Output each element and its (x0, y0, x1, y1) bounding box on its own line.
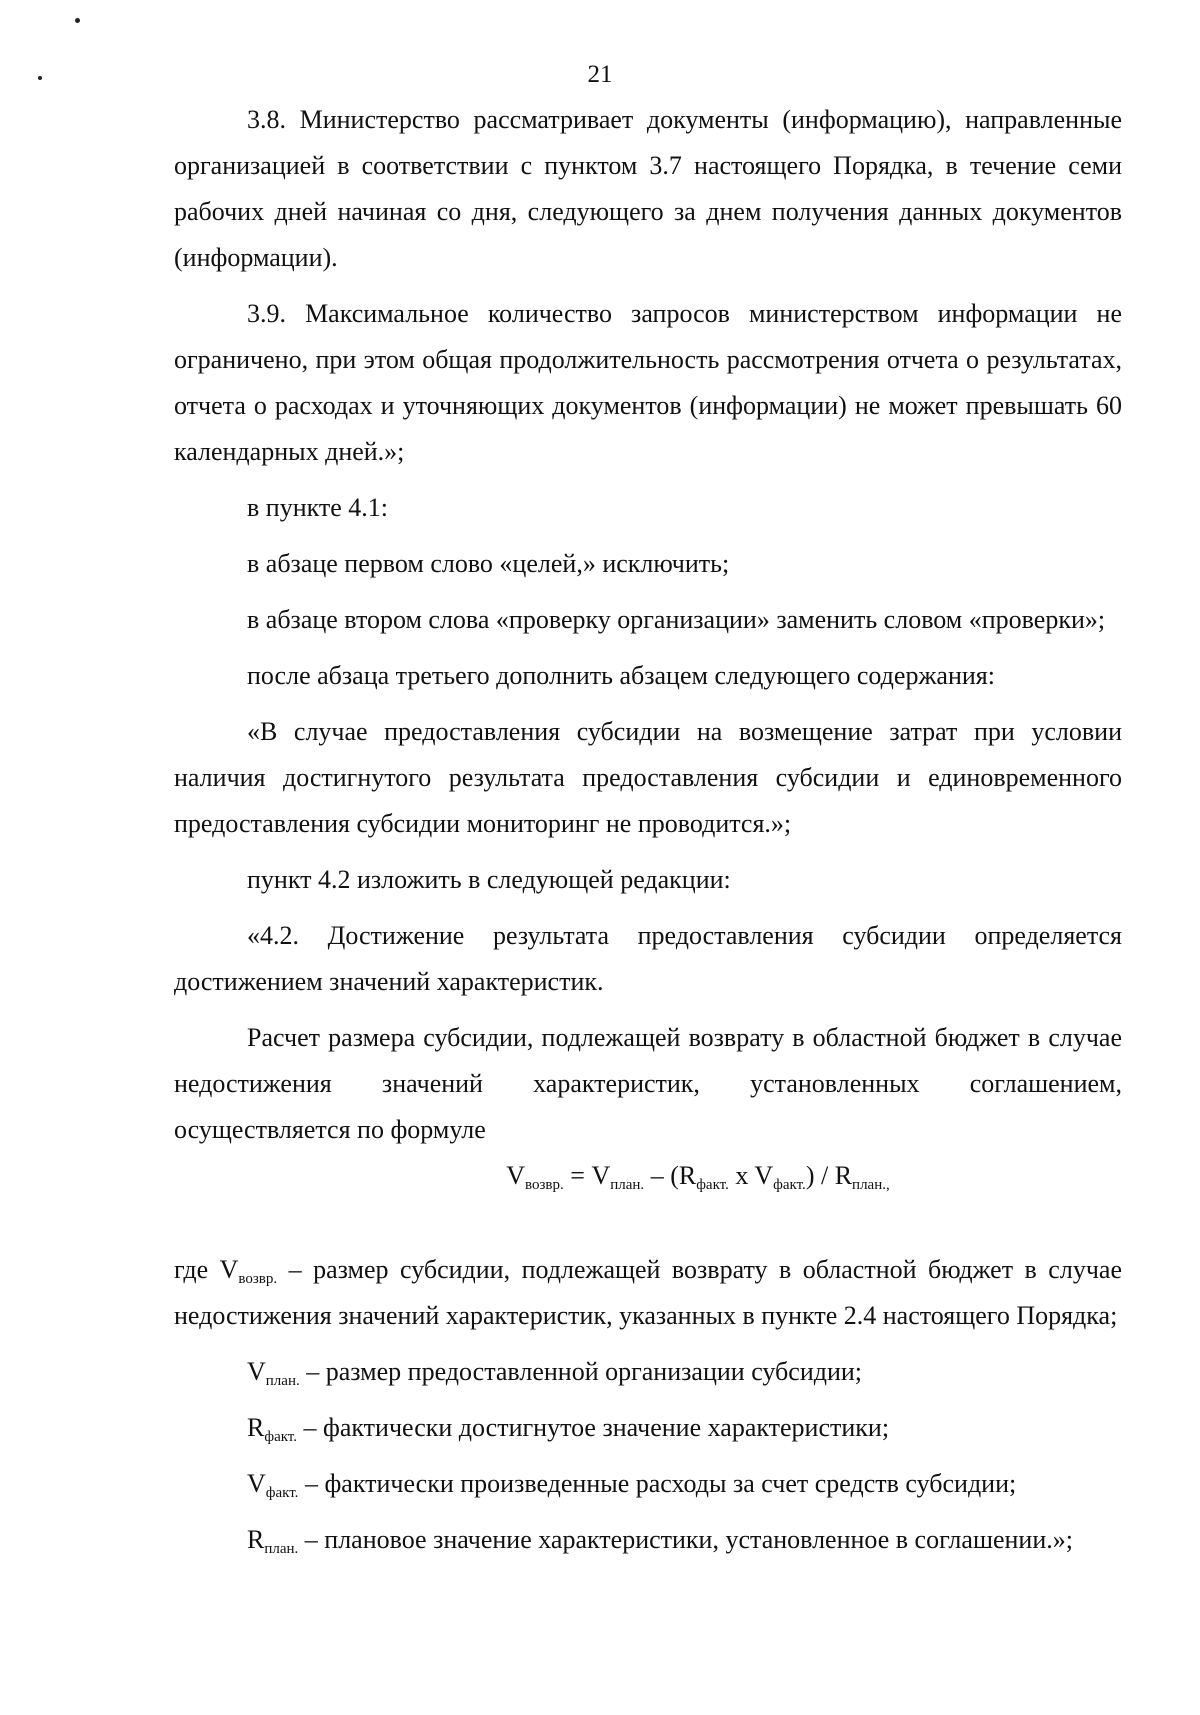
document-body (174, 97, 1122, 1563)
paragraph-4-2: «4.2. Достижение результата предоставления субсидии определяется достижением значений характеристик. (174, 921, 1122, 996)
paragraph-amend-4-2: пункт 4.2 изложить в следующей редакции: (247, 865, 731, 894)
paragraph-amend-4-1: в пункте 4.1: (247, 493, 389, 522)
definition-v-vozvr: где $V_{возвр.}$ – размер субсидии, подлежащей возврату в областной бюджет в случае недостижения значений характеристик, указанных в пункте 2.4 настоящего Порядка; (174, 1255, 1122, 1330)
refund-formula: $V_{возвр.} = V_{план.} - (R_{факт.}$ x $V_{факт.}) / R_{план.,}$ (506, 1161, 890, 1193)
page-number: 21 (587, 61, 613, 88)
scan-speck (75, 18, 80, 23)
definition-v-plan: $V_{план.}$ – размер предоставленной организации субсидии; (247, 1357, 863, 1389)
paragraph-abzac-1: в абзаце первом слово «целей,» исключить; (247, 549, 730, 578)
paragraph-abzac-2: в абзаце втором слова «проверку организации» заменить словом «проверки»; (247, 605, 1106, 634)
paragraph-calculation: Расчет размера субсидии, подлежащей возврату в областной бюджет в случае недостижения значений характеристик, установленных соглашением, осуществляется по формуле (174, 1023, 1122, 1144)
paragraph-abzac-3: после абзаца третьего дополнить абзацем следующего содержания: (247, 661, 995, 690)
definition-v-fakt: $V_{факт.}$ – фактически произведенные расходы за счет средств субсидии; (247, 1469, 1017, 1501)
definition-r-plan: $R_{план.}$ – плановое значение характеристики, установленное в соглашении.»; (247, 1525, 1073, 1557)
paragraph-quote-monitoring: «В случае предоставления субсидии на возмещение затрат при условии наличия достигнутого результата предоставления субсидии и единовременного предоставления субсидии мониторинг не проводится.»; (174, 717, 1122, 838)
paragraph-3-8: 3.8. Министерство рассматривает документы (информацию), направленные организацией в соответствии с пунктом 3.7 настоящего Порядка, в течение семи рабочих дней начиная со дня, следующего за днем получения данных документов (информации). (174, 105, 1122, 272)
paragraph-3-9: 3.9. Максимальное количество запросов министерством информации не ограничено, при этом общая продолжительность рассмотрения отчета о результатах, отчета о расходах и уточняющих документов (информации) не может превышать 60 календарных дней.»; (174, 299, 1122, 466)
definition-r-fakt: $R_{факт.}$ – фактически достигнутое значение характеристики; (247, 1413, 890, 1445)
